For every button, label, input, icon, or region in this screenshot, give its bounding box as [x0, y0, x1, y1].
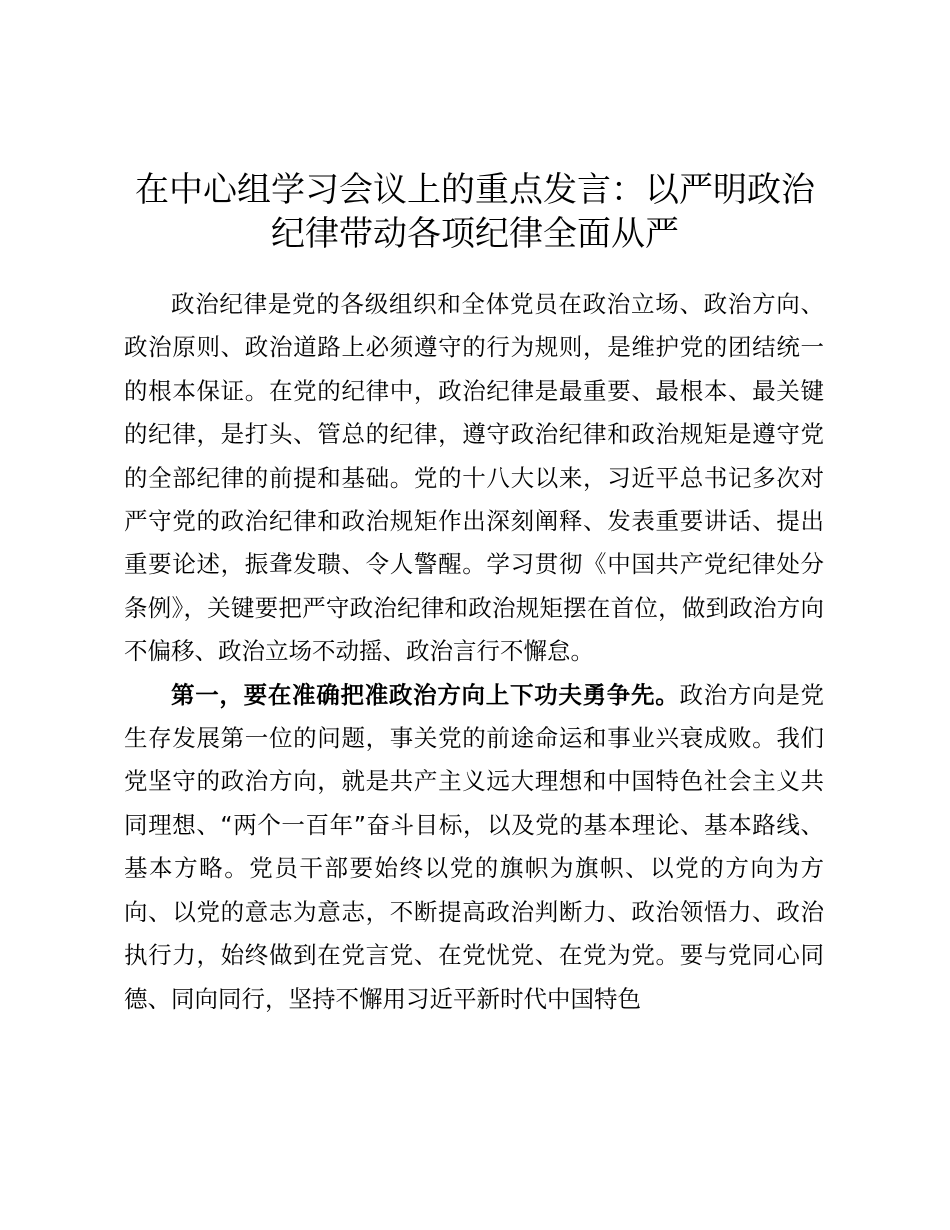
paragraph-2	[124, 674, 824, 1021]
document-title	[110, 168, 840, 256]
paragraph-2-lead: 第一，要在准确把准政治方向上下功夫勇争先。	[171, 680, 680, 709]
paragraph-1-text: 政治纪律是党的各级组织和全体党员在政治立场、政治方向、政治原则、政治道路上必须遵守的行为规则，是维护党的团结统一的根本保证。在党的纪律中，政治纪律是最重要、最根本、最关键的纪律，是打头、管总的纪律，遵守政治纪律和政治规矩是遵守党的全部纪律的前提和基础。党的十八大以来，习近平总书记多次对严守党的政治纪律和政治规矩作出深刻阐释、发表重要讲话、提出重要论述，振聋发聩、令人警醒。学习贯彻《中国共产党纪律处分条例》，关键要把严守政治纪律和政治规矩摆在首位，做到政治方向不偏移、政治立场不动摇、政治言行不懈怠。	[124, 290, 824, 666]
title-line-1: 在中心组学习会议上的重点发言：以严明政治	[135, 170, 815, 210]
document-body	[124, 283, 824, 1021]
title-line-2: 纪律带动各项纪律全面从严	[271, 214, 679, 254]
paragraph-1	[124, 283, 824, 674]
paragraph-2-text: 政治方向是党生存发展第一位的问题，事关党的前途命运和事业兴衰成败。我们党坚守的政治方向，就是共产主义远大理想和中国特色社会主义共同理想、“两个一百年”奋斗目标，以及党的基本理论、基本路线、基本方略。党员干部要始终以党的旗帜为旗帜、以党的方向为方向、以党的意志为意志，不断提高政治判断力、政治领悟力、政治执行力，始终做到在党言党、在党忧党、在党为党。要与党同心同德、同向同行，坚持不懈用习近平新时代中国特色	[124, 680, 825, 1013]
